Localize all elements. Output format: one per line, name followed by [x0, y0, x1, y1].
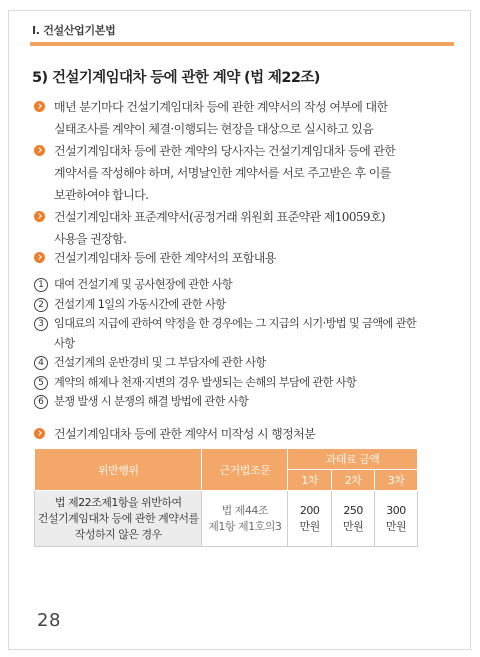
penalty-table	[34, 448, 418, 547]
list-item	[34, 275, 454, 295]
item-text: 대여 건설기계 및 공사현장에 관한 사항	[54, 278, 233, 291]
cell-first: 200 만원	[288, 491, 332, 547]
item-text: 건설기계의 운반경비 및 그 부담자에 관한 사항	[54, 356, 266, 369]
table-row	[35, 491, 418, 547]
cell-basis: 법 제44조 제1항 제1호의3	[202, 491, 288, 547]
item-text: 건설기계 1일의 가동시간에 관한 사항	[54, 297, 226, 311]
list-item	[34, 314, 454, 353]
list-item	[34, 392, 454, 412]
header-second: 2차	[332, 470, 375, 491]
item-text: 분쟁 발생 시 분쟁의 해결 방법에 관한 사항	[54, 395, 249, 408]
section-title: 5) 건설기계임대차 등에 관한 계약 (법 제22조)	[32, 70, 320, 86]
bullet-line: 사용을 권장함.	[54, 232, 127, 246]
list-item	[34, 373, 454, 393]
bullet-line: 계약서를 작성해야 하며, 서명날인한 계약서를 서로 주고받은 후 이를	[54, 166, 391, 180]
circled-number: 2	[34, 298, 48, 312]
bullet-contract-duty	[34, 140, 454, 206]
cell-violation: 법 제22조제1항을 위반하여 건설기계임대차 등에 관한 계약서를 작성하지 않은 경우	[35, 491, 202, 547]
header-divider	[30, 42, 454, 46]
header-violation: 위반행위	[35, 449, 202, 491]
bullet-line: 건설기계임대차 등에 관한 계약서의 포함내용	[54, 251, 276, 265]
bullet-penalty	[34, 423, 454, 445]
header-basis: 근거법조문	[202, 449, 288, 491]
item-text	[54, 314, 416, 353]
circled-number: 3	[34, 317, 48, 331]
item-text: 계약의 해제나 천재·지변의 경우 발생되는 손해의 부담에 관한 사항	[54, 375, 357, 389]
circled-number: 1	[34, 278, 48, 292]
chevron-bullet-icon	[34, 211, 45, 222]
chevron-bullet-icon	[34, 145, 45, 156]
bullet-contract-contents	[34, 247, 454, 269]
bullet-survey	[34, 96, 454, 140]
chevron-bullet-icon	[34, 101, 45, 112]
bullet-line: 매년 분기마다 건설기계임대차 등에 관한 계약서의 작성 여부에 대한	[54, 100, 388, 114]
contents-list	[34, 275, 454, 412]
header-third: 3차	[375, 470, 418, 491]
circled-number: 6	[34, 395, 48, 409]
circled-number: 5	[34, 376, 48, 390]
bullet-line: 건설기계임대차 등에 관한 계약서 미작성 시 행정처분	[54, 427, 316, 441]
cell-second: 250 만원	[332, 491, 375, 547]
bullet-standard-contract	[34, 206, 454, 250]
cell-third: 300 만원	[375, 491, 418, 547]
item-line: 사항	[54, 336, 75, 350]
circled-number: 4	[34, 356, 48, 370]
header-fine: 과태료 금액	[288, 449, 418, 470]
bullet-line: 건설기계임대차 표준계약서(공정거래 위원회 표준약관 제10059호)	[54, 210, 385, 224]
list-item	[34, 353, 454, 373]
chevron-bullet-icon	[34, 428, 45, 439]
list-item	[34, 295, 454, 315]
chevron-bullet-icon	[34, 252, 45, 263]
bullet-line: 건설기계임대차 등에 관한 계약의 당사자는 건설기계임대차 등에 관한	[54, 144, 396, 158]
header-first: 1차	[288, 470, 332, 491]
bullet-line: 보관하여야 합니다.	[54, 188, 149, 202]
page-number: 28	[37, 610, 61, 631]
item-line: 임대료의 지급에 관하여 약정을 한 경우에는 그 지급의 시기·방법 및 금액에 관한	[54, 317, 417, 330]
bullet-line: 실태조사를 계약이 체결·이행되는 현장을 대상으로 실시하고 있음	[54, 122, 374, 136]
chapter-header: Ⅰ. 건설산업기본법	[32, 24, 116, 37]
